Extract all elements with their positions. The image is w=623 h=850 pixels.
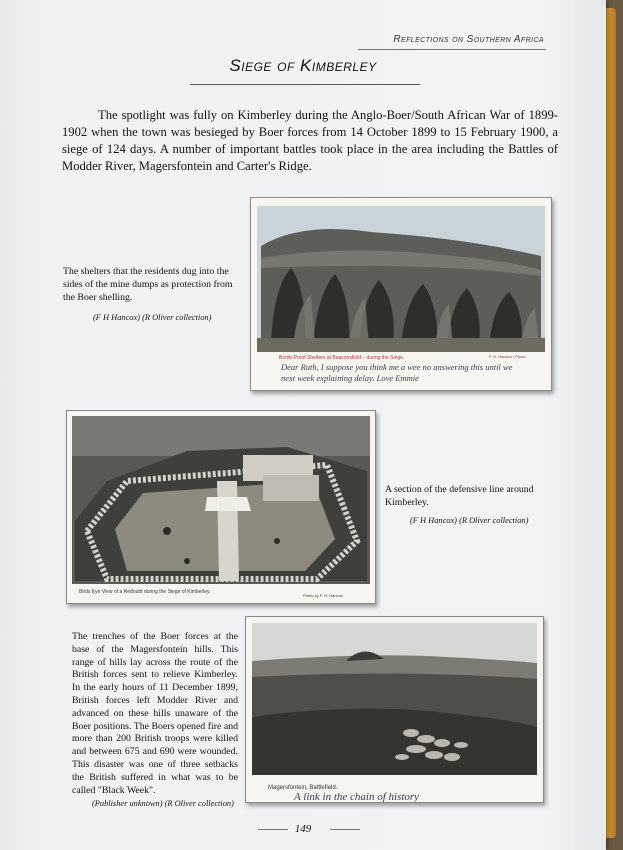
credit-magersfontein: (Publisher unknown) (R Oliver collection) (92, 799, 234, 808)
title-rule (190, 84, 420, 85)
print-imprint: Photo by F. H. Hancox. (303, 593, 344, 598)
caption-shelters: The shelters that the residents dug into the sides of the mine dumps as protection from the Boer shelling. (63, 266, 233, 303)
caption-redoubt: A section of the defensive line around Kimberley. (385, 484, 534, 508)
handwriting-line-1: Dear Ruth, I suppose you think me a wee no answering this until we (281, 362, 513, 372)
running-head-rule (358, 49, 546, 50)
intro-paragraph: The spotlight was fully on Kimberley during the Anglo-Boer/South African War of 1899-1902 when the town was besieged by Boer forces from 14 October 1899 to 15 February 1900, a siege of 124 days. A number of important battles took place in the area including the Battles of Modder River, Magersfontein and Carter's Ridge. (62, 108, 558, 173)
magersfontein-postcard-image (246, 617, 543, 802)
print-imprint: F. H. Hancox / Photo (489, 354, 526, 359)
running-head: Reflections on Southern Africa (393, 34, 544, 45)
credit-shelters: (F H Hancox) (R Oliver collection) (93, 313, 212, 322)
print-caption: Birds Eye View of a Redoubt during the Siege of Kimberley. (79, 589, 211, 595)
credit-redoubt: (F H Hancox) (R Oliver collection) (410, 516, 529, 525)
photo-redoubt (66, 410, 376, 604)
shelters-postcard-image (251, 198, 551, 390)
handwriting-line-2: next week explaining delay. Love Emmie (281, 373, 419, 383)
redoubt-postcard-image (67, 411, 375, 603)
page-title: Siege of Kimberley (229, 56, 377, 75)
handwriting-line-1: A link in the chain of history (294, 791, 420, 802)
print-caption: Bomb-Proof Shelters at Beaconsfield – during the Siege. (279, 355, 405, 361)
photo-mine-dump-shelters (250, 197, 552, 391)
caption-magersfontein: The trenches of the Boer forces at the base of the Magersfontein hills. This range of hills lay across the route of the British forces sent to relieve Kimberley. In the early hours of 11 December 1899, British forces left Modder River and advanced on these hills unaware of the Boer positions. The Boers opened fire and more than 200 British troops were killed and between 675 and 690 were wounded. This disaster was one of three setbacks the British suffered in what was to be called "Black Week". (72, 631, 238, 796)
photo-magersfontein (245, 616, 544, 803)
footer-rule-right (330, 829, 360, 830)
print-caption: Magersfontein, Battlefield. (268, 785, 338, 791)
page-number: 149 (294, 823, 312, 835)
